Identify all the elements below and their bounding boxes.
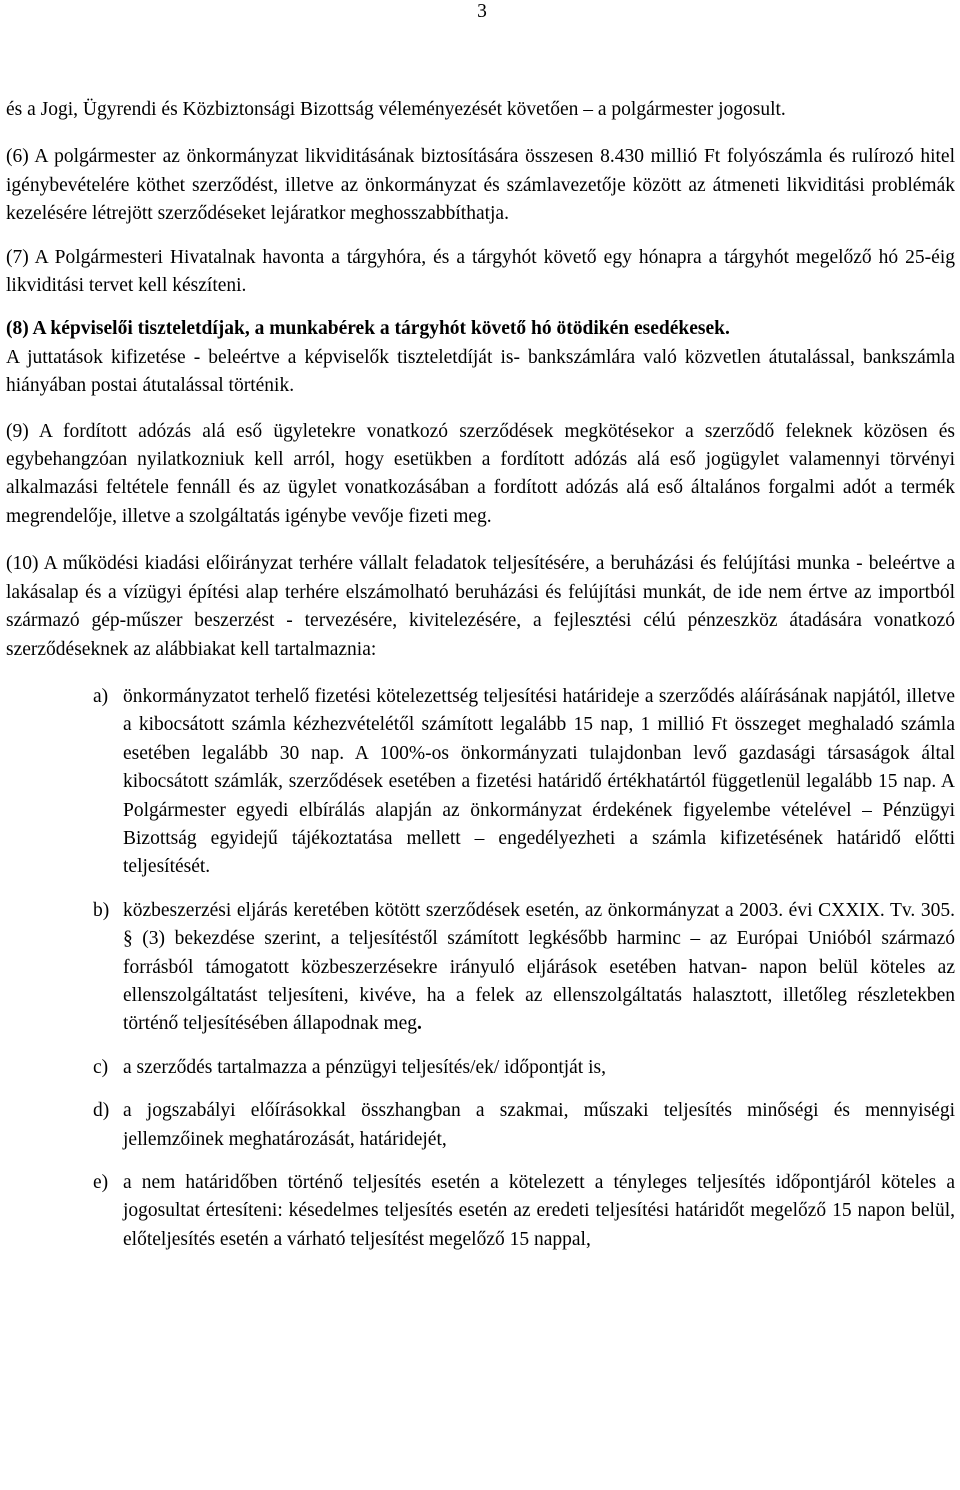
paragraph-7: (7) A Polgármesteri Hivatalnak havonta a tárgyhóra, és a tárgyhót követő egy hónapra a tárgyhót megelőző hó 25-éig likviditási tervet kell készíteni. — [6, 246, 955, 297]
list-item-c — [6, 1054, 955, 1082]
list-item-b-body: közbeszerzési eljárás keretében kötött szerződések esetén, az önkormányzat a 2003. évi CXXIX. Tv. 305. § (3) bekezdése szerint, a teljesítéstől számított legkésőbb harminc – az Európai Unióból származó forrásból támogatott közbeszerzésekre irányuló eljárások esetében hatvan- napon belül köteles az ellenszolgáltatást teljesíteni, kivéve, ha a felek az ellenszolgáltatás halasztott, illetőleg részletekben történő teljesítésében állapodnak meg — [123, 899, 955, 1035]
list-item-b — [6, 897, 955, 1039]
page-number: 3 — [477, 1, 487, 22]
paragraph-8 — [6, 315, 955, 400]
paragraph-8-lead: (8) A képviselői tiszteletdíjak, a munkabérek a tárgyhót követő hó ötödikén esedékesek. — [6, 318, 730, 340]
list-item-text: a nem határidőben történő teljesítés esetén a kötelezett a tényleges teljesítés időpontjáról köteles a jogosultat értesíteni: késedelmes teljesítés esetén az eredeti teljesítési határidőt megelőző 15 napon belül, előteljesítés esetén a várható teljesítést megelőző 15 nappal, — [123, 1172, 955, 1250]
list-marker: a) — [93, 685, 109, 707]
list-marker: d) — [93, 1100, 110, 1122]
list-item-d — [6, 1097, 955, 1154]
paragraph-8-body: A juttatások kifizetése - beleértve a képviselők tiszteletdíját is- bankszámlára való közvetlen átutalással, bankszámla hiányában postai átutalással történik. — [6, 346, 955, 397]
paragraph-continuation: és a Jogi, Ügyrendi és Közbiztonsági Bizottság véleményezését követően – a polgármester jogosult. — [6, 99, 786, 120]
list-marker: c) — [93, 1056, 109, 1078]
list-item-a — [6, 683, 955, 882]
list-marker: e) — [93, 1172, 109, 1193]
paragraph-9: (9) A fordított adózás alá eső ügyletekre vonatkozó szerződések megkötésekor a szerződő feleknek közösen és egybehangzóan nyilatkozniuk kell arról, hogy esetükben a fordított adózás alá eső jogügylet valamennyi törvényi alkalmazási feltétele fennáll és az ügylet vonatkozásában a fordított adózás alá eső általános forgalmi adót a termék megrendelője, illetve a szolgáltatás igénybe vevője fizeti meg. — [6, 420, 955, 527]
document-body — [6, 96, 955, 1269]
list-item-e — [6, 1169, 955, 1254]
requirements-list — [6, 683, 955, 1254]
paragraph-6: (6) A polgármester az önkormányzat likviditásának biztosítására összesen 8.430 millió Ft folyószámla és rulírozó hitel igénybevételére köthet szerződést, illetve az önkormányzat és számlavezetője között az átmeneti likviditási problémák kezelésére létrejött szerződéseket lejáratkor meghosszabbíthatja. — [6, 146, 955, 225]
list-item-text: a szerződés tartalmazza a pénzügyi teljesítés/ek/ időpontját is, — [123, 1056, 606, 1078]
list-item-text — [123, 897, 955, 1039]
list-item-text: a jogszabályi előírásokkal összhangban a szakmai, műszaki teljesítés minőségi és mennyiségi jellemzőinek meghatározását, határidejét, — [123, 1100, 955, 1150]
list-item-text: önkormányzatot terhelő fizetési kötelezettség teljesítési határideje a szerződés aláírásának napjától, illetve a kibocsátott számla kézhezvételétől számított legalább 15 nap, 1 millió Ft összeget meghaladó számla esetében legalább 30 nap. A 100%-os önkormányzati tulajdonban levő gazdasági társaságok által kibocsátott számlák, szerződések esetében a fizetési határidő értékhatártól függetlenül legalább 15 nap. A Polgármester egyedi elbírálás alapján az önkormányzat érdekének figyelembe vételével – Pénzügyi Bizottság egyidejű tájékoztatása mellett – engedélyezheti a számla kifizetésének határidő előtti teljesítését. — [123, 685, 955, 878]
list-item-b-period: . — [417, 1013, 422, 1035]
paragraph-10: (10) A működési kiadási előirányzat terhére vállalt feladatok teljesítésére, a beruházási és felújítási munka - beleértve a lakásalap és a vízügyi építési alap terhére elszámolható beruházási és felújítási munkát, de ide nem értve az importból származó gép-műszer beszerzést - tervezésére, kivitelezésére, a fejlesztési célú pénzeszköz átadására vonatkozó szerződéseknek az alábbiakat kell tartalmaznia: — [6, 553, 955, 660]
list-marker: b) — [93, 899, 110, 921]
